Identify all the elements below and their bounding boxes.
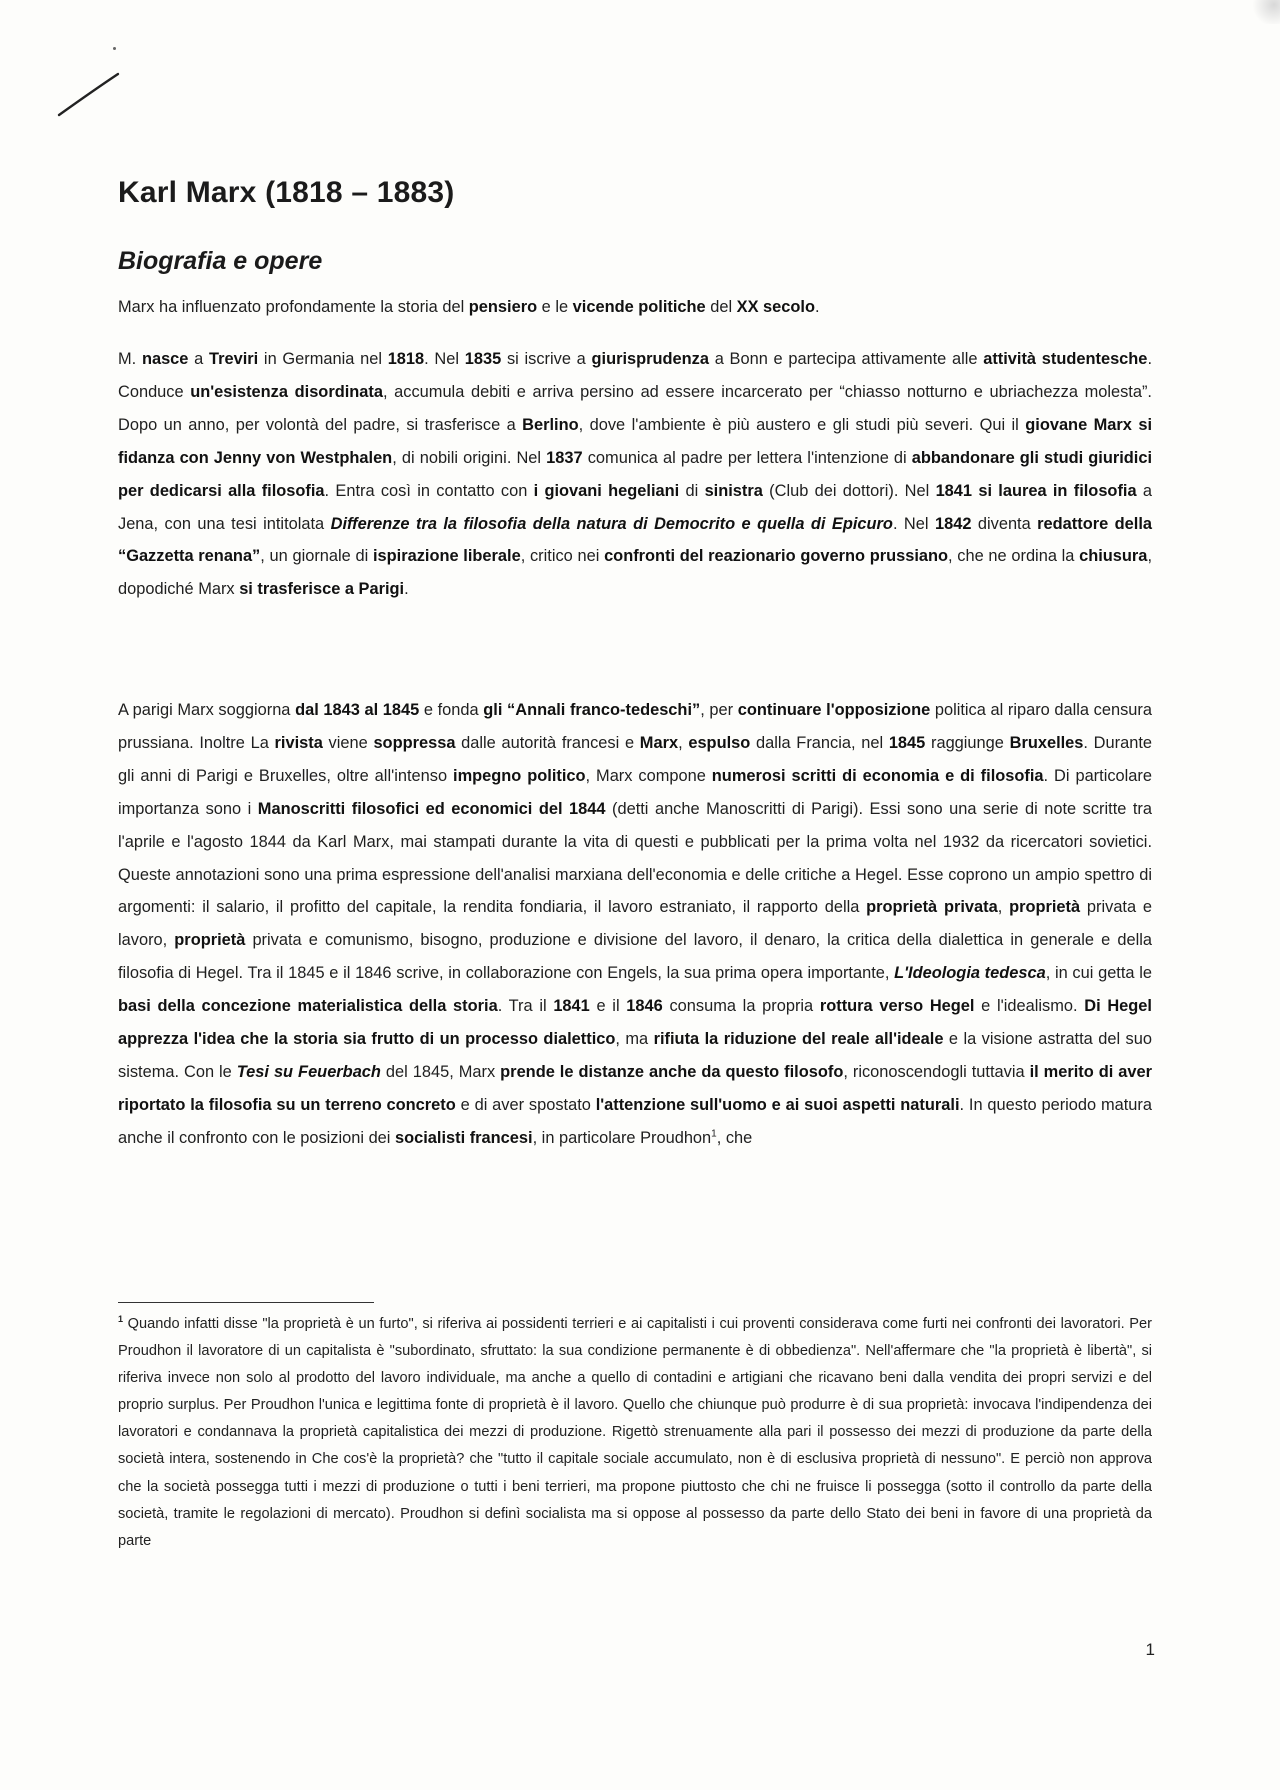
bold-text: si fidanza con Jenny von Westphalen (118, 415, 1152, 467)
bold-text: 1841 (935, 481, 973, 500)
text-run: politica al riparo dalla censura prussiana. Inoltre La (118, 701, 1152, 752)
text-run: , in cui getta le (1045, 964, 1152, 983)
bold-italic-text: L'Ideologia tedesca (894, 964, 1046, 983)
bold-text: privata (943, 898, 998, 917)
text-run: . Di particolare importanza sono i (118, 766, 1152, 818)
text-run: e il (589, 997, 627, 1016)
bold-text: nasce (141, 350, 189, 368)
footnote-reference: 1 (711, 1128, 717, 1140)
footnote-separator (118, 1302, 374, 1303)
bold-text: continuare l'opposizione (737, 701, 931, 719)
bold-text: ispirazione liberale (372, 547, 521, 566)
text-run: . In questo periodo matura anche il confronto con le posizioni dei (118, 1095, 1152, 1147)
text-run: M. (118, 350, 142, 368)
text-run: , (997, 898, 1010, 917)
text-run: . (814, 298, 820, 316)
text-run: . Nel (424, 350, 465, 368)
intro-paragraph (118, 295, 1152, 319)
text-run: , (678, 733, 689, 752)
bold-text: basi della concezione materialistica della storia (118, 997, 498, 1016)
bold-text: 1837 (546, 448, 583, 467)
bold-text: l'attenzione sull'uomo e ai suoi aspetti naturali (595, 1095, 960, 1114)
bold-text: dal 1843 al 1845 (295, 701, 420, 719)
bold-text: redattore della “Gazzetta renana” (118, 514, 1153, 566)
bold-text: proprietà (866, 898, 938, 917)
bold-text: 1846 (626, 997, 663, 1016)
text-run: diventa (971, 514, 1038, 533)
biography-paragraph-1 (118, 343, 1152, 606)
bold-text: 1842 (934, 514, 972, 533)
text-run: . Entra così in contatto con (324, 481, 534, 500)
bold-text: numerosi scritti di economia e di filosofia (711, 766, 1044, 785)
text-run: dalle autorità francesi e (455, 733, 640, 752)
text-run: , critico nei (520, 547, 605, 566)
bold-text: Bruxelles (1009, 733, 1084, 752)
bold-text: 1841 (553, 997, 590, 1016)
text-run: . Durante gli anni di Parigi e Bruxelles, oltre all'intenso (118, 733, 1152, 785)
pen-stroke-mark (55, 60, 135, 130)
bold-text: attività studentesche (983, 350, 1148, 368)
bold-text: XX secolo (736, 298, 815, 316)
bold-text: giovane Marx (1025, 415, 1132, 434)
text-run: Marx ha influenzato profondamente la storia del (118, 298, 469, 316)
text-run: . Conduce (118, 350, 1152, 401)
text-run: e l'idealismo. (974, 997, 1085, 1016)
text-run: A parigi Marx soggiorna (118, 701, 296, 719)
bold-text: vicende politiche (572, 298, 706, 316)
footnote-text: Quando infatti disse "la proprietà è un furto", si riferiva ai possidenti terrieri e ai capitalisti i cui proventi considerava come furti nei confronti dei lavoratori. Per Proudhon il lavoratore di un capitalista è "subordinato, sfruttato: la sua condizione permanente è di obbedienza". Nell'affermare che "la proprietà è libertà", si riferiva invece non solo al prodotto del lavoro individuale, ma anche a quello di contadini e artigiani che ricavano beni dalla vendita dei propri servizi e del proprio surplus. Per Proudhon l'unica e legittima fonte di proprietà è il lavoro. Quello che chiunque può produrre è di sua proprietà: invocava l'indipendenza dei lavoratori e condannava la proprietà capitalistica dei mezzi di produzione. Rigettò strenuamente alla pari il possesso dei mezzi di produzione da parte della società intera, sostenendo in Che cos'è la proprietà? che "tutto il capitale sociale accumulato, non è di esclusiva proprietà di nessuno". E perciò non approva che la società possegga tutti i mezzi di produzione o tutti i beni terrieri, ma propone piuttosto che chi ne fruisce li possegga (sotto il controllo da parte della società, tramite le regolazioni di mercato). Proudhon si definì socialista ma si oppose al possesso da parte dello Stato dei beni in favore di una proprietà da parte (118, 1316, 1152, 1549)
text-run: e le (537, 298, 573, 316)
pen-dot-mark (113, 47, 116, 50)
bold-text: rivista (274, 733, 323, 752)
bold-text: si trasferisce a Parigi (239, 580, 405, 599)
bold-italic-text: Tesi su Feuerbach (236, 1062, 381, 1081)
bold-text: rifiuta la riduzione del reale all'ideale (653, 1030, 944, 1049)
text-run: del (705, 298, 737, 316)
text-run: , Marx compone (585, 766, 712, 785)
corner-smudge (1250, 0, 1280, 24)
text-run: , che (716, 1128, 753, 1147)
text-run: , che ne ordina la (948, 547, 1080, 566)
text-run: raggiunge (925, 733, 1010, 752)
bold-text: un'esistenza disordinata (190, 382, 383, 401)
bold-text: prende le distanze anche da questo filosofo (500, 1062, 844, 1081)
bold-text: 1835 (464, 350, 502, 368)
text-run: , ma (615, 1030, 654, 1049)
bold-text: sinistra (704, 481, 763, 500)
text-run: viene (322, 733, 374, 752)
bold-text: chiusura (1079, 547, 1148, 566)
text-run: , un giornale di (260, 547, 373, 566)
text-run: privata e lavoro, (118, 898, 1153, 950)
text-run: , per (700, 701, 738, 719)
bold-text: proprietà (1009, 898, 1081, 917)
text-run: , dopodiché Marx (118, 547, 1152, 599)
bold-text: rottura verso Hegel (819, 997, 975, 1016)
text-run: in Germania nel (258, 350, 388, 368)
bold-text: gli “Annali franco-tedeschi” (483, 701, 701, 719)
text-run: , di nobili origini. Nel (392, 448, 547, 467)
text-run: consuma la propria (662, 997, 820, 1016)
page-number: 1 (1145, 1640, 1155, 1659)
bold-text: il merito di aver riportato la filosofia su un terreno concreto (118, 1062, 1152, 1114)
text-run: a Bonn e partecipa attivamente alle (708, 350, 984, 368)
text-run: a Jena, con una tesi intitolata (118, 481, 1152, 533)
page-title: Karl Marx (1818 – 1883) (118, 176, 455, 209)
bold-text: impegno politico (453, 766, 586, 785)
bold-text: giurisprudenza (591, 350, 709, 368)
text-run: privata e comunismo, bisogno, produzione e divisione del lavoro, il denaro, la critica della dialettica in generale e della filosofia di Hegel. Tra il 1845 e il 1846 scrive, in collaborazione con Engels, la sua prima opera importante, (118, 931, 1152, 983)
text-run: del 1845, Marx (380, 1062, 501, 1081)
bold-text: si laurea in filosofia (978, 481, 1137, 500)
text-run: . Nel (892, 514, 935, 533)
text-run: e la visione astratta del suo sistema. Con le (118, 1030, 1152, 1081)
text-run: (detti anche Manoscritti di Parigi). Essi sono una serie di note scritte tra l'aprile e l'agosto 1844 da Karl Marx, mai stampati durante la vita di questi e pubblicati per la prima volta nel 1932 da ricercatori sovietici. Queste annotazioni sono una prima espressione dell'analisi marxiana dell'economia e delle critiche a Hegel. Esse coprono un ampio spettro di argomenti: il salario, il profitto del capitale, la rendita fondiaria, il lavoro estraniato, il rapporto della (118, 799, 1153, 917)
bold-text: Di Hegel apprezza l'idea che la storia sia frutto di un processo dialettico (118, 997, 1152, 1049)
bold-text: proprietà (174, 931, 246, 950)
bold-text: Treviri (208, 350, 259, 368)
text-run: si iscrive a (501, 350, 592, 368)
text-run: di (679, 481, 705, 500)
text-run: , accumula debiti e arriva persino ad essere incarcerato per “chiasso notturno e ubriachezza molesta”. Dopo un anno, per volontà del padre, si trasferisce a (118, 382, 1152, 434)
text-run: . Tra il (497, 997, 554, 1016)
text-run: (Club dei dottori). Nel (762, 481, 936, 500)
section-heading: Biografia e opere (118, 247, 323, 275)
bold-text: abbandonare gli studi giuridici per dedicarsi alla filosofia (118, 448, 1152, 500)
bold-text: confronti del reazionario governo prussiano (604, 547, 949, 566)
text-run: dalla Francia, nel (750, 733, 889, 752)
bold-text: soppressa (373, 733, 456, 752)
text-run (937, 898, 944, 916)
text-run: e di aver spostato (455, 1095, 596, 1114)
text-run: comunica al padre per lettera l'intenzione di (582, 448, 912, 467)
bold-text: socialisti francesi (395, 1128, 533, 1147)
bold-text: Manoscritti filosofici ed economici del 1844 (257, 799, 606, 818)
bold-text: i giovani hegeliani (533, 481, 680, 500)
text-run: . (404, 580, 409, 599)
bold-text: espulso (688, 733, 751, 752)
bold-text: pensiero (468, 298, 538, 316)
text-run: a (188, 350, 209, 368)
bold-text: Berlino (522, 415, 579, 434)
text-run: e fonda (419, 701, 484, 719)
text-run: , dove l'ambiente è più austero e gli studi più severi. Qui il (578, 415, 1026, 434)
footnote-1 (118, 1311, 1152, 1555)
text-run: , in particolare Proudhon (532, 1128, 712, 1147)
bold-italic-text: Differenze tra la filosofia della natura di Democrito e quella di Epicuro (330, 514, 893, 533)
bold-text: Marx (639, 733, 679, 752)
biography-paragraph-2 (118, 694, 1152, 1155)
bold-text: 1845 (888, 733, 926, 752)
footnote-marker: 1 (118, 1314, 124, 1325)
bold-text: 1818 (387, 350, 425, 368)
text-run: , riconoscendogli tuttavia (843, 1062, 1030, 1081)
